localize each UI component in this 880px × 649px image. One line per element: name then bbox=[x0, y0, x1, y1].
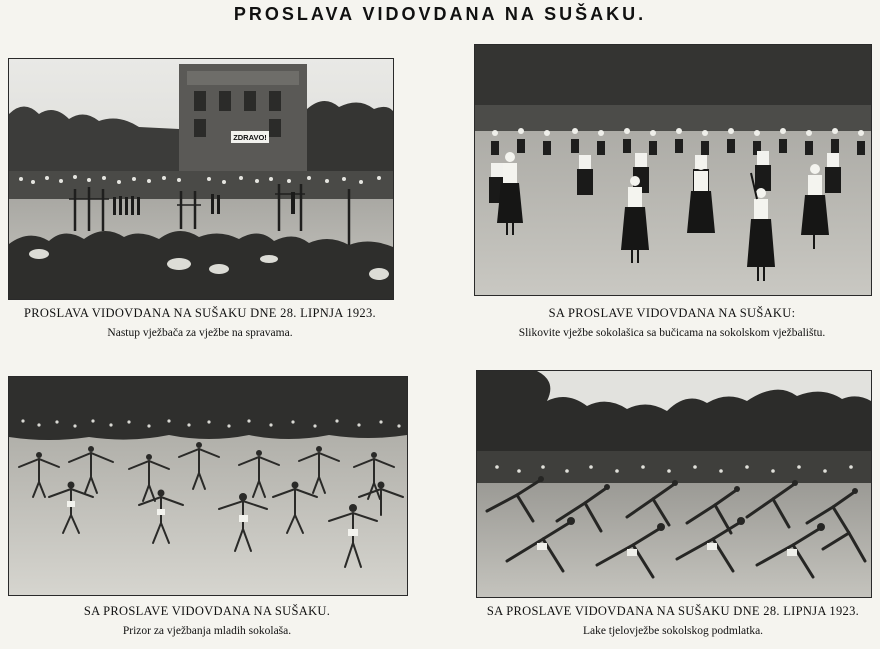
caption-subtitle: Nastup vježbača za vježbe na spravama. bbox=[107, 327, 293, 339]
photo-apparatus-image bbox=[9, 59, 393, 299]
photo-young-gymnasts-image bbox=[9, 377, 407, 595]
photo-dumbbell-exercises bbox=[474, 44, 872, 296]
photo-young-gymnasts bbox=[8, 376, 408, 596]
photo-dumbbell-image bbox=[475, 45, 871, 295]
caption-subtitle: Prizor za vježbanja mladih sokolaša. bbox=[122, 625, 292, 637]
caption-top-left bbox=[8, 306, 392, 339]
caption-title: SA PROSLAVE VIDOVDANA NA SUŠAKU: bbox=[548, 306, 796, 320]
caption-subtitle: Slikovite vježbe sokolašica sa bučicama na sokolskom vježbalištu. bbox=[518, 327, 826, 339]
photo-apparatus-exercises bbox=[8, 58, 394, 300]
zdravo-sign: ZDRAVO! bbox=[233, 133, 267, 142]
caption-top-right bbox=[474, 306, 870, 339]
photo-light-exercises bbox=[476, 370, 872, 598]
caption-title: SA PROSLAVE VIDOVDANA NA SUŠAKU DNE 28. LIPNJA 1923. bbox=[486, 604, 860, 618]
caption-subtitle: Lake tjelovježbe sokolskog podmlatka. bbox=[582, 625, 764, 637]
caption-bottom-right bbox=[476, 604, 870, 637]
caption-title: SA PROSLAVE VIDOVDANA NA SUŠAKU. bbox=[83, 604, 331, 618]
photo-light-exercises-image bbox=[477, 371, 871, 597]
caption-bottom-left bbox=[8, 604, 406, 637]
caption-title: PROSLAVA VIDOVDANA NA SUŠAKU DNE 28. LIPNJA 1923. bbox=[24, 306, 376, 320]
page-title: PROSLAVA VIDOVDANA NA SUŠAKU. bbox=[233, 4, 647, 24]
